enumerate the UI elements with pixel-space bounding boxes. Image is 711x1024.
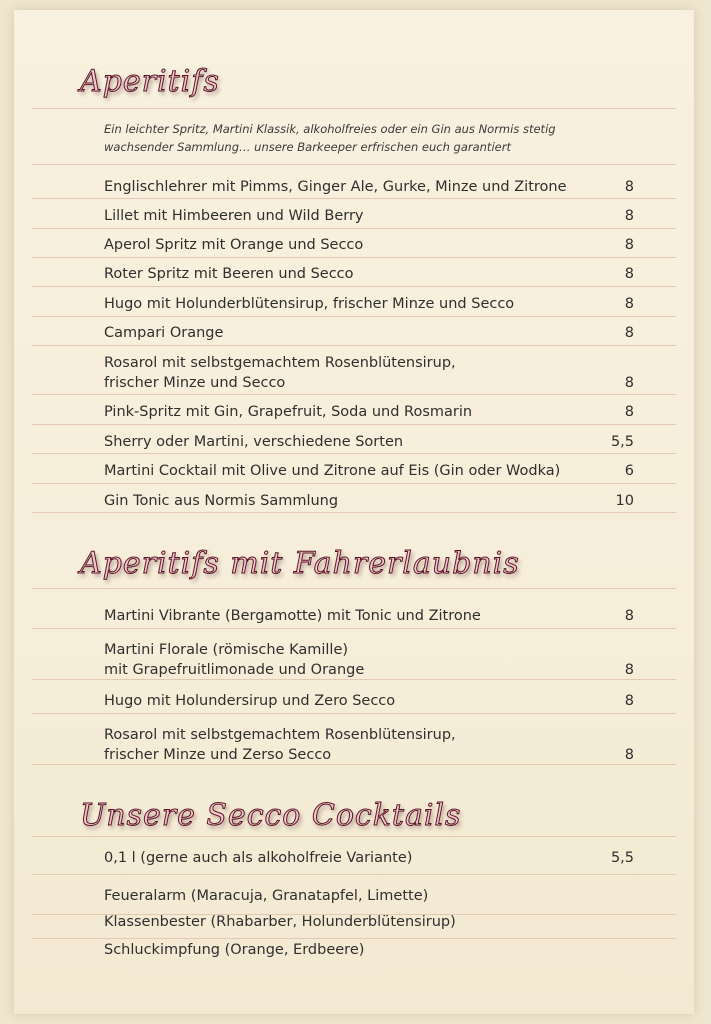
item-price: 8 xyxy=(624,179,634,195)
section-title: Aperitifs mit Fahrerlaubnis xyxy=(80,546,520,581)
item-name: Hugo mit Holundersirup und Zero Secco xyxy=(104,693,396,709)
divider xyxy=(32,345,676,346)
section-intro xyxy=(104,120,624,156)
item-name: Campari Orange xyxy=(104,325,224,341)
menu-item xyxy=(104,691,634,711)
item-price: 10 xyxy=(615,493,634,509)
item-price: 5,5 xyxy=(610,850,634,866)
divider xyxy=(32,164,676,165)
item-price: 5,5 xyxy=(610,434,634,450)
divider xyxy=(32,316,676,317)
section-title: Aperitifs xyxy=(80,64,220,99)
item-name-line: frischer Minze und Secco xyxy=(104,375,286,391)
menu-page xyxy=(14,10,694,1014)
item-name: Roter Spritz mit Beeren und Secco xyxy=(104,266,354,282)
menu-item xyxy=(104,402,634,422)
item-name: Schluckimpfung (Orange, Erdbeere) xyxy=(104,942,365,958)
item-name: Gin Tonic aus Normis Sammlung xyxy=(104,493,339,509)
item-name: Pink-Spritz mit Gin, Grapefruit, Soda und Rosmarin xyxy=(104,404,473,420)
divider xyxy=(32,228,676,229)
item-name xyxy=(104,640,584,680)
item-name: 0,1 l (gerne auch als alkoholfreie Variante) xyxy=(104,850,413,866)
menu-item xyxy=(104,491,634,511)
item-price: 8 xyxy=(624,296,634,312)
divider xyxy=(32,512,676,513)
menu-item xyxy=(104,725,634,765)
section-title: Unsere Secco Cocktails xyxy=(80,798,462,833)
menu-item xyxy=(104,353,634,393)
item-price: 8 xyxy=(624,404,634,420)
intro-line: Ein leichter Spritz, Martini Klassik, alkoholfreies oder ein Gin aus Normis stetig xyxy=(104,122,556,136)
item-name: Hugo mit Holunderblütensirup, frischer Minze und Secco xyxy=(104,296,515,312)
divider xyxy=(32,394,676,395)
divider xyxy=(32,588,676,589)
menu-item xyxy=(104,606,634,626)
intro-line: wachsender Sammlung… unsere Barkeeper erfrischen euch garantiert xyxy=(104,140,511,154)
divider xyxy=(32,713,676,714)
divider xyxy=(32,453,676,454)
divider xyxy=(32,424,676,425)
menu-item xyxy=(104,912,634,932)
item-name: Martini Vibrante (Bergamotte) mit Tonic und Zitrone xyxy=(104,608,481,624)
item-name: Sherry oder Martini, verschiedene Sorten xyxy=(104,434,404,450)
item-price: 8 xyxy=(624,608,634,624)
item-name-line: Rosarol mit selbstgemachtem Rosenblütensirup, xyxy=(104,727,456,743)
divider xyxy=(32,198,676,199)
menu-item xyxy=(104,235,634,255)
item-name: Aperol Spritz mit Orange und Secco xyxy=(104,237,364,253)
menu-item xyxy=(104,461,634,481)
item-price: 8 xyxy=(624,325,634,341)
divider xyxy=(32,483,676,484)
menu-item xyxy=(104,206,634,226)
menu-item xyxy=(104,432,634,452)
item-price: 8 xyxy=(624,266,634,282)
menu-item xyxy=(104,264,634,284)
item-price: 6 xyxy=(624,463,634,479)
item-name: Klassenbester (Rhabarber, Holunderblütensirup) xyxy=(104,914,456,930)
divider xyxy=(32,874,676,875)
item-price: 8 xyxy=(624,662,634,678)
item-name xyxy=(104,725,584,765)
item-price: 8 xyxy=(624,375,634,391)
divider xyxy=(32,938,676,939)
item-name-line: frischer Minze und Zerso Secco xyxy=(104,747,332,763)
menu-item xyxy=(104,940,634,960)
item-price: 8 xyxy=(624,747,634,763)
item-name: Englischlehrer mit Pimms, Ginger Ale, Gurke, Minze und Zitrone xyxy=(104,179,567,195)
menu-item xyxy=(104,177,634,197)
divider xyxy=(32,836,676,837)
item-name-line: Rosarol mit selbstgemachtem Rosenblütensirup, xyxy=(104,355,456,371)
item-name: Feueralarm (Maracuja, Granatapfel, Limette) xyxy=(104,888,429,904)
item-price: 8 xyxy=(624,237,634,253)
item-name: Lillet mit Himbeeren und Wild Berry xyxy=(104,208,364,224)
item-name-line: mit Grapefruitlimonade und Orange xyxy=(104,662,365,678)
item-name-line: Martini Florale (römische Kamille) xyxy=(104,642,349,658)
divider xyxy=(32,628,676,629)
item-name: Martini Cocktail mit Olive und Zitrone auf Eis (Gin oder Wodka) xyxy=(104,463,561,479)
menu-item xyxy=(104,323,634,343)
divider xyxy=(32,108,676,109)
item-price: 8 xyxy=(624,693,634,709)
menu-item xyxy=(104,886,634,906)
divider xyxy=(32,257,676,258)
item-name xyxy=(104,353,584,393)
menu-item xyxy=(104,848,634,868)
divider xyxy=(32,286,676,287)
menu-item xyxy=(104,294,634,314)
menu-item xyxy=(104,640,634,680)
item-price: 8 xyxy=(624,208,634,224)
